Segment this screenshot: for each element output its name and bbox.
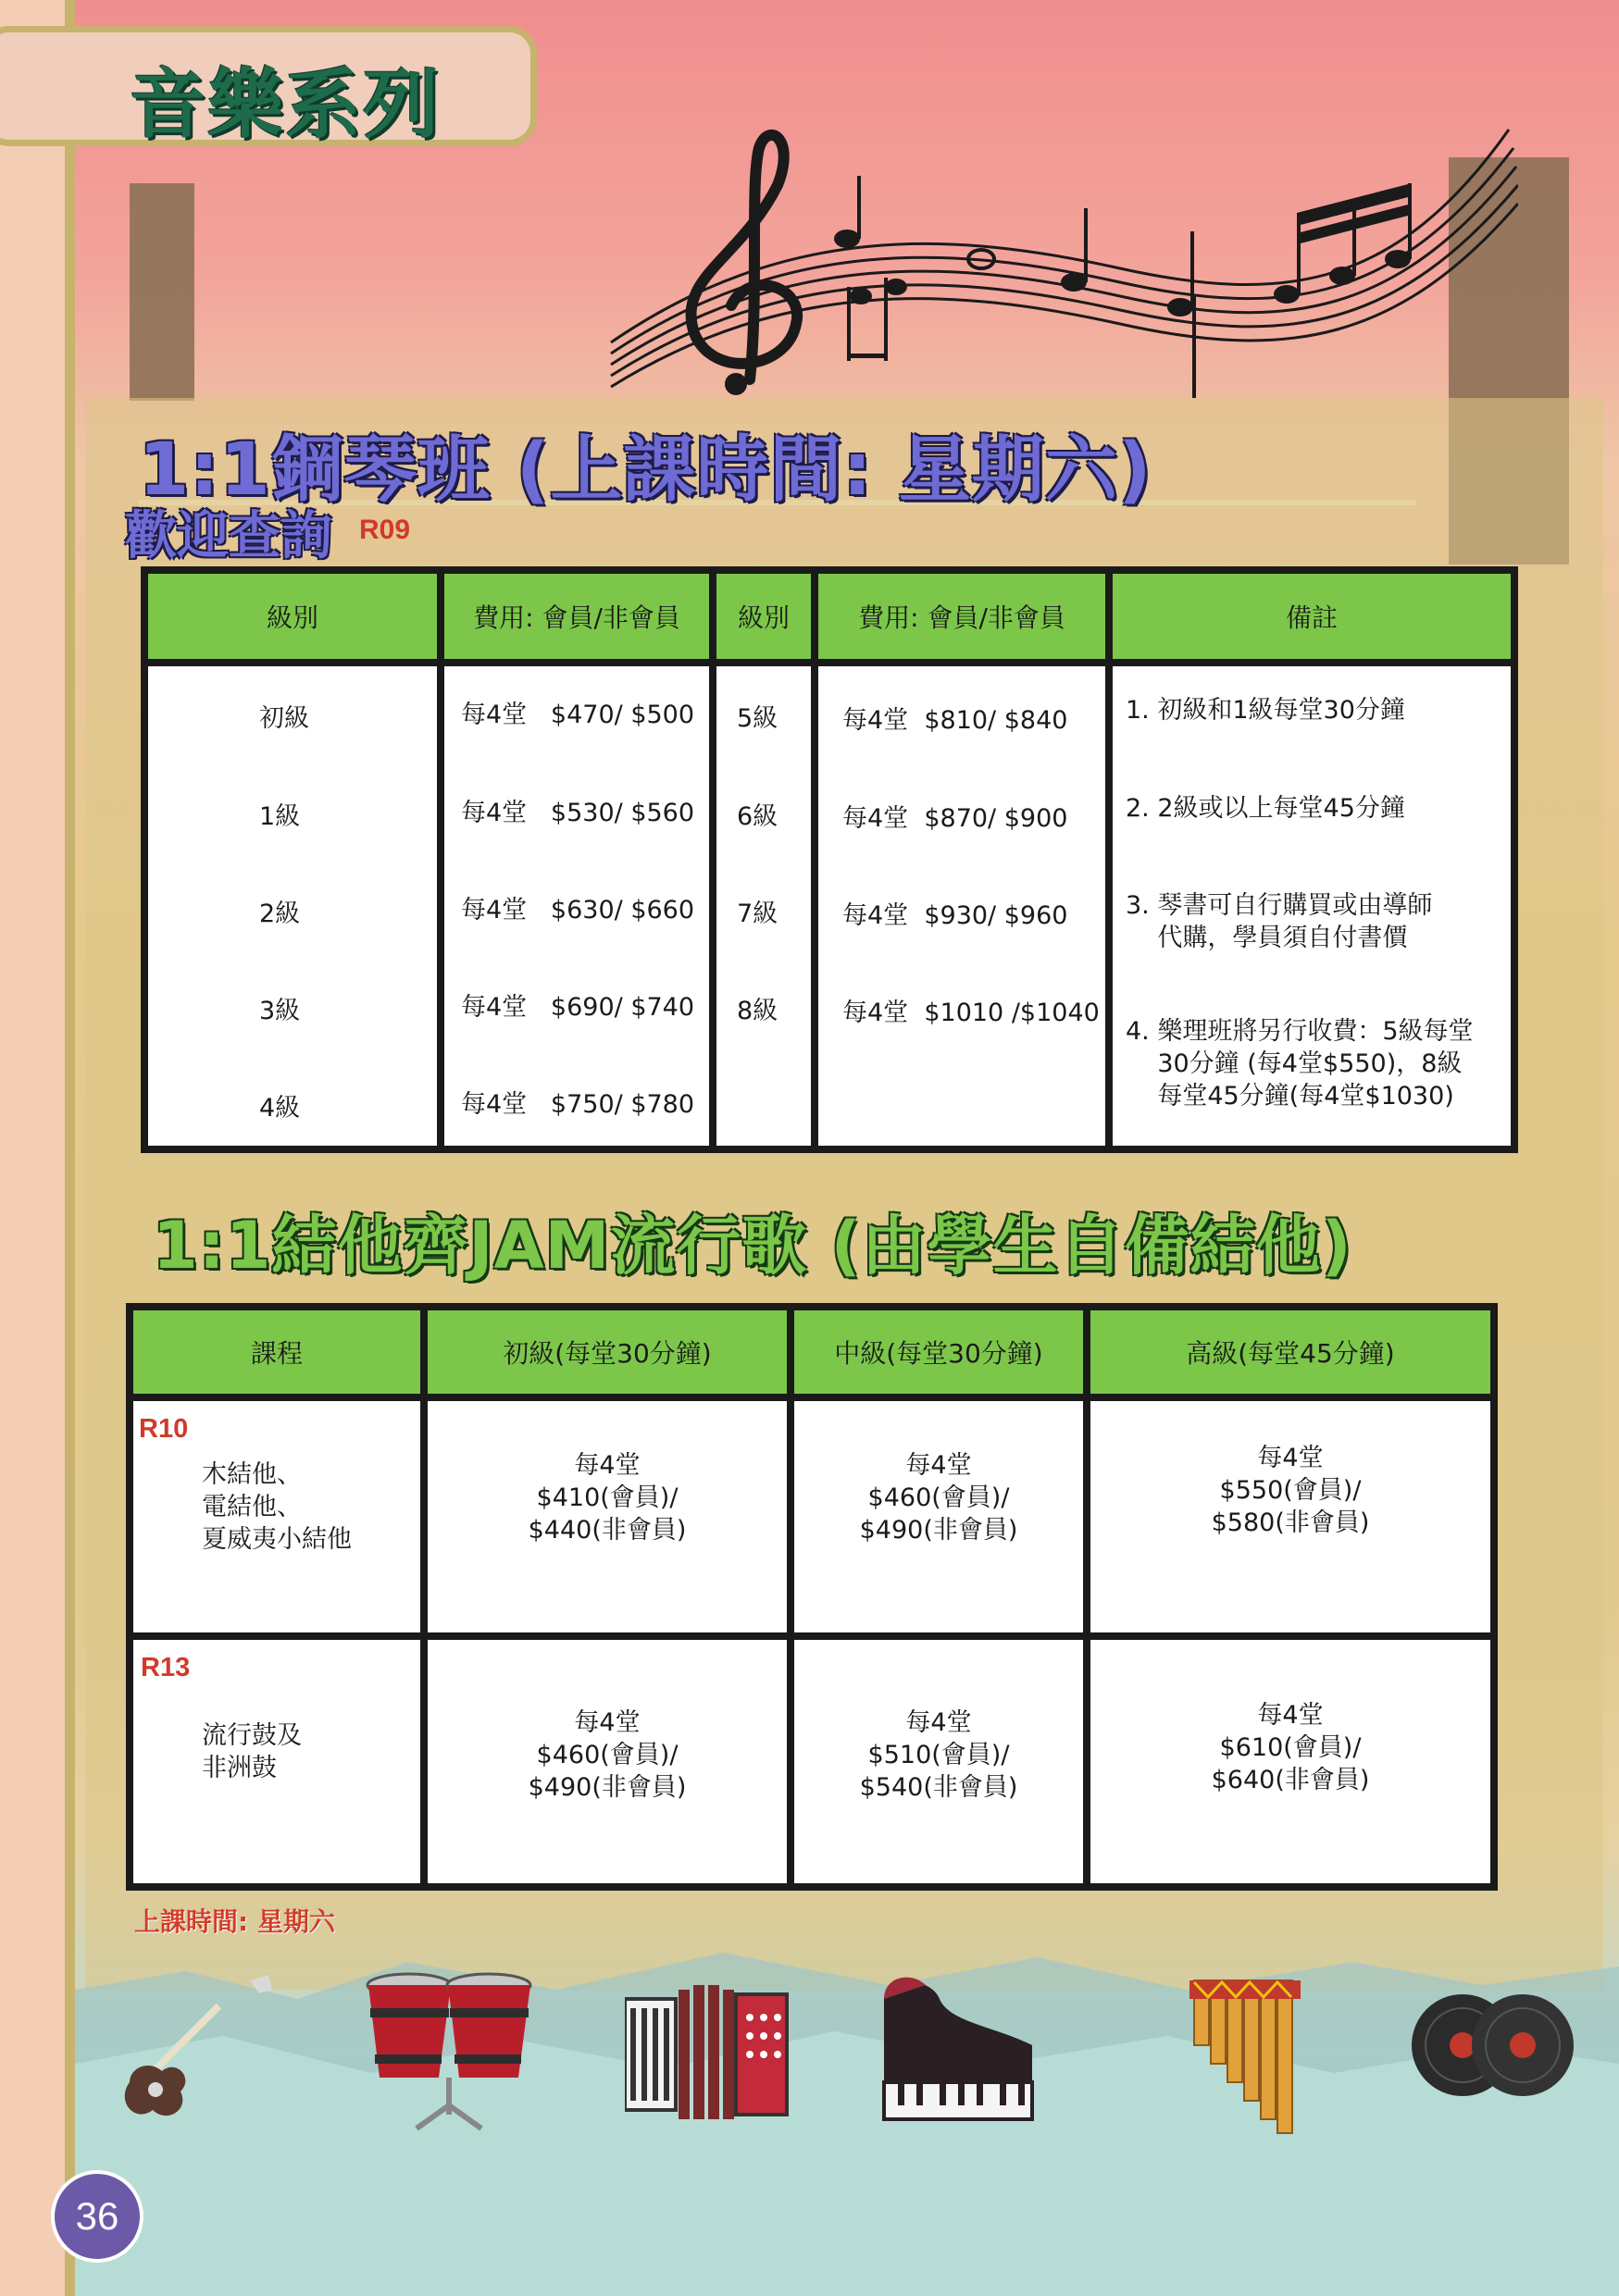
piano-note-4: 4. 樂理班將另行收費：5級每堂 30分鐘 (每4堂$550)，8級 每堂45分鐘(每4堂$1030) — [1126, 1017, 1474, 1111]
course-name-r10: 木結他、 電結他、 夏威夷小結他 — [202, 1460, 352, 1554]
guitar-header-intermediate: 中級(每堂30分鐘) — [794, 1310, 1083, 1394]
piano-col-fee — [444, 666, 709, 1146]
guitar-row-r10-course — [133, 1401, 420, 1632]
piano-fee-3: 每4堂 $690/ $740 — [461, 993, 695, 1022]
left-margin-strip — [0, 0, 65, 2296]
piano-level-2: 2級 — [259, 900, 301, 928]
guitar-header-course: 課程 — [133, 1310, 420, 1394]
course-name-r13: 流行鼓及 非洲鼓 — [202, 1721, 302, 1782]
fee-r13-beginner: 每4堂 $460(會員)/ $490(非會員) — [528, 1708, 687, 1802]
fee-r10-advanced: 每4堂 $550(會員)/ $580(非會員) — [1211, 1444, 1370, 1537]
piano-header-level-2: 級別 — [716, 574, 811, 659]
course-code-r09: R09 — [359, 515, 411, 545]
guitar-row-r13-intermediate — [794, 1640, 1083, 1883]
guitar-header-advanced: 高級(每堂45分鐘) — [1090, 1310, 1490, 1394]
course-code-r13: R13 — [141, 1653, 191, 1682]
piano-fee-7: 每4堂 $930/ $960 — [842, 901, 1068, 930]
piano-col-remarks — [1113, 666, 1511, 1146]
piano-note-2: 2. 2級或以上每堂45分鐘 — [1126, 794, 1405, 823]
piano-fee-5: 每4堂 $810/ $840 — [842, 706, 1068, 735]
guitar-row-r13-course — [133, 1640, 420, 1883]
guitar-row-r10-beginner — [428, 1401, 787, 1632]
piano-level-3: 3級 — [259, 997, 301, 1025]
page-number: 36 — [51, 2170, 143, 2263]
piano-level-4: 4級 — [259, 1094, 301, 1123]
guitar-row-r10-intermediate — [794, 1401, 1083, 1632]
accordion-icon — [625, 1980, 791, 2119]
fee-r10-beginner: 每4堂 $410(會員)/ $440(非會員) — [528, 1451, 687, 1545]
piano-header-fee: 費用: 會員/非會員 — [444, 574, 709, 659]
piano-col-level-2 — [716, 666, 811, 1146]
fee-r10-intermediate: 每4堂 $460(會員)/ $490(非會員) — [859, 1451, 1018, 1545]
left-margin-line — [65, 0, 75, 2296]
electric-guitar-icon — [111, 1971, 278, 2128]
guitar-row-r13-beginner — [428, 1640, 787, 1883]
piano-fee-2: 每4堂 $630/ $660 — [461, 896, 695, 925]
treble-clef-staff-icon — [602, 111, 1518, 416]
enquire-label: 歡迎查詢 — [125, 506, 332, 566]
piano-fee-1: 每4堂 $530/ $560 — [461, 799, 695, 827]
guitar-fee-table — [126, 1303, 1498, 1891]
pan-flute-icon — [1185, 1962, 1324, 2138]
mountain-backdrop — [75, 1934, 1619, 2296]
piano-level-5: 5級 — [737, 704, 778, 733]
piano-level-0: 初級 — [259, 704, 309, 733]
piano-level-6: 6級 — [737, 802, 778, 831]
fee-r13-advanced: 每4堂 $610(會員)/ $640(非會員) — [1211, 1701, 1370, 1794]
course-code-r10: R10 — [139, 1414, 189, 1444]
piano-note-1: 1. 初級和1級每堂30分鐘 — [1126, 696, 1405, 725]
page-title: 音樂系列 — [130, 61, 442, 149]
vinyl-records-icon — [1412, 1985, 1578, 2105]
guitar-header-beginner: 初級(每堂30分鐘) — [428, 1310, 787, 1394]
piano-header-remarks: 備註 — [1113, 574, 1511, 659]
piano-fee-8: 每4堂 $1010 /$1040 — [842, 999, 1100, 1027]
piano-level-8: 8級 — [737, 997, 778, 1025]
piano-header-fee-2: 費用: 會員/非會員 — [818, 574, 1105, 659]
fee-r13-intermediate: 每4堂 $510(會員)/ $540(非會員) — [859, 1708, 1018, 1802]
piano-fee-0: 每4堂 $470/ $500 — [461, 701, 695, 729]
piano-note-3: 3. 琴書可自行購買或由導師 代購，學員須自付書價 — [1126, 891, 1433, 952]
guitar-row-r13-advanced — [1090, 1640, 1490, 1883]
piano-col-fee-2 — [818, 666, 1105, 1146]
wood-plank-left — [130, 183, 194, 401]
piano-fee-table — [141, 566, 1518, 1153]
guitar-section-title: 1:1結他齊JAM流行歌 (由學生自備結他) — [153, 1208, 1352, 1284]
piano-section-title: 1:1鋼琴班 (上課時間: 星期六) — [139, 428, 1152, 512]
piano-col-level — [148, 666, 437, 1146]
grand-piano-icon — [875, 1971, 1041, 2128]
piano-level-7: 7級 — [737, 900, 778, 928]
piano-level-1: 1級 — [259, 802, 301, 831]
conga-drums-icon — [361, 1967, 537, 2133]
piano-header-level: 級別 — [148, 574, 437, 659]
piano-fee-4: 每4堂 $750/ $780 — [461, 1090, 695, 1119]
schedule-note: 上課時間: 星期六 — [134, 1906, 335, 1937]
piano-fee-6: 每4堂 $870/ $900 — [842, 804, 1068, 833]
guitar-row-r10-advanced — [1090, 1401, 1490, 1632]
